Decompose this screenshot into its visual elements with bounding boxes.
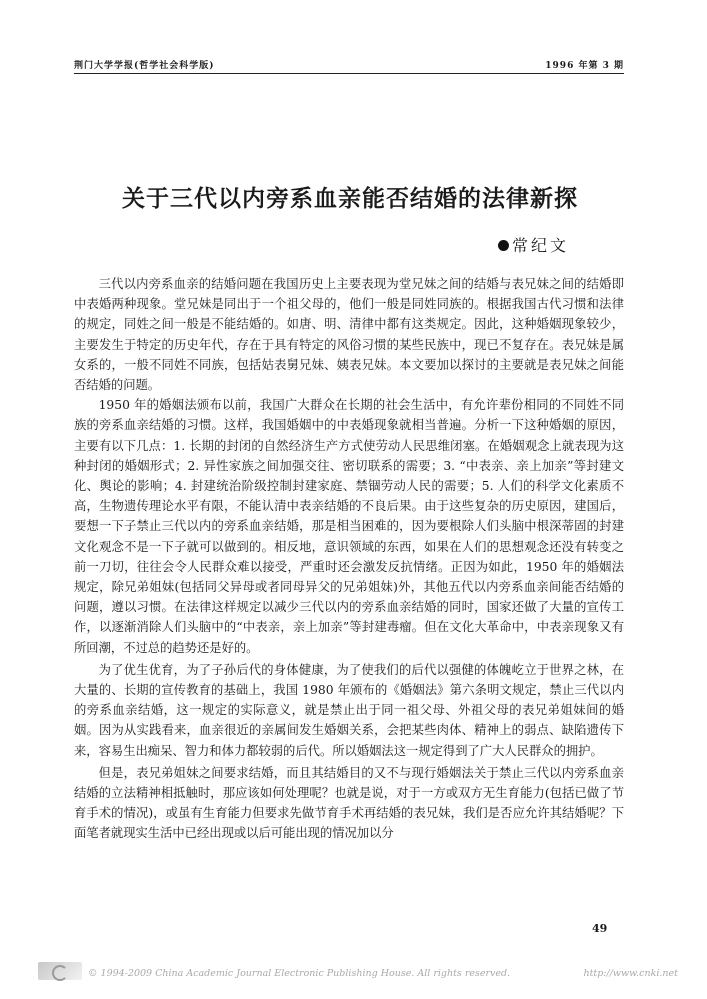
issue-label: 1996 年第 3 期: [545, 61, 624, 71]
journal-name: 荆门大学学报(哲学社会科学版): [74, 61, 215, 71]
cnki-logo-icon: [38, 962, 82, 980]
running-header: [74, 58, 624, 72]
bullet-icon: [498, 240, 509, 251]
header-divider: [74, 73, 624, 74]
paragraph: 为了优生优育，为了子孙后代的身体健康，为了使我们的后代以强健的体魄屹立于世界之林，在大量的、长期的宣传教育的基础上，我国 1980 年颁布的《婚姻法》第六条明文规定，禁止三代以内的旁系血亲结婚，这一规定的实际意义，就是禁止出于同一祖父母、外祖父母的表兄弟姐妹间的婚姻。因为从实践看来，血亲很近的亲属间发生婚姻关系，会把某些肉体、精神上的弱点、缺陷遗传下来，容易生出痴呆、智力和体力都较弱的后代。所以婚姻法这一规定得到了广大人民群众的拥护。: [74, 662, 624, 758]
copyright-notice: © 1994-2009 China Academic Journal Electronic Publishing House. All rights reserved.: [88, 968, 511, 979]
paragraph: 但是，表兄弟姐妹之间要求结婚，而且其结婚目的又不与现行婚姻法关于禁止三代以内旁系血亲结婚的立法精神相抵触时，那应该如何处理呢？也就是说，对于一方或双方无生育能力(包括已做了节育手术的情况)，或虽有生育能力但要求先做节育手术再结婚的表兄妹，我们是否应允许其结婚呢？下面笔者就现实生活中已经出现或以后可能出现的情况加以分: [74, 765, 624, 841]
paragraph: 1950 年的婚姻法颁布以前，我国广大群众在长期的社会生活中，有允许辈份相同的不同姓不同族的旁系血亲结婚的习惯。这样，我国婚姻中的中表婚现象就相当普遍。分析一下这种婚姻的原因，主要有以下几点：1. 长期的封闭的自然经济生产方式使劳动人民思维闭塞。在婚姻观念上就表现为这种封闭的婚姻形式；2. 异性家族之间加强交往、密切联系的需要；3. “中表亲、亲上加亲”等封建文化、舆论的影响；4. 封建统治阶级控制封建家庭、禁锢劳动人民的需要；5. 人们的科学文化素质不高，生物遗传理论水平有限，不能认清中表亲结婚的不良后果。由于这些复杂的历史原因，建国后，要想一下子禁止三代以内的旁系血亲结婚，那是相当困难的，因为要根除人们头脑中根深蒂固的封建文化观念不是一下子就可以做到的。相反地，意识领域的东西，如果在人们的思想观念还没有转变之前一刀切，往往会令人民群众难以接受，严重时还会激发反抗情绪。正因为如此，1950 年的婚姻法规定，除兄弟姐妹(包括同父异母或者同母异父的兄弟姐妹)外，其他五代以内旁系血亲间能否结婚的问题，遵以习惯。在法律这样规定以减少三代以内的旁系血亲结婚的同时，国家还做了大量的宣传工作，以逐渐消除人们头脑中的“中表亲，亲上加亲”等封建毒瘤。但在文化大革命中，中表亲现象又有所回潮，不过总的趋势还是好的。: [74, 398, 624, 655]
author-line: [498, 233, 569, 256]
article-body: [74, 274, 624, 844]
article-title: 关于三代以内旁系血亲能否结婚的法律新探: [122, 185, 578, 212]
author-name: 常纪文: [512, 236, 570, 255]
footer: [38, 962, 678, 984]
page-number: 49: [592, 922, 608, 935]
footer-link[interactable]: http://www.cnki.net: [583, 968, 678, 979]
paragraph: 三代以内旁系血亲的结婚问题在我国历史上主要表现为堂兄妹之间的结婚与表兄妹之间的结婚即中表婚两种现象。堂兄妹是同出于一个祖父母的，他们一般是同姓同族的。根据我国古代习惯和法律的规定，同姓之间一般是不能结婚的。如唐、明、清律中都有这类规定。因此，这种婚姻现象较少，主要发生于特定的历史年代，存在于具有特定的风俗习惯的某些民族中，现已不复存在。表兄妹是属女系的，一般不同姓不同族，包括姑表舅兄妹、姨表兄妹。本文要加以探讨的主要就是表兄妹之间能否结婚的问题。: [74, 277, 624, 393]
